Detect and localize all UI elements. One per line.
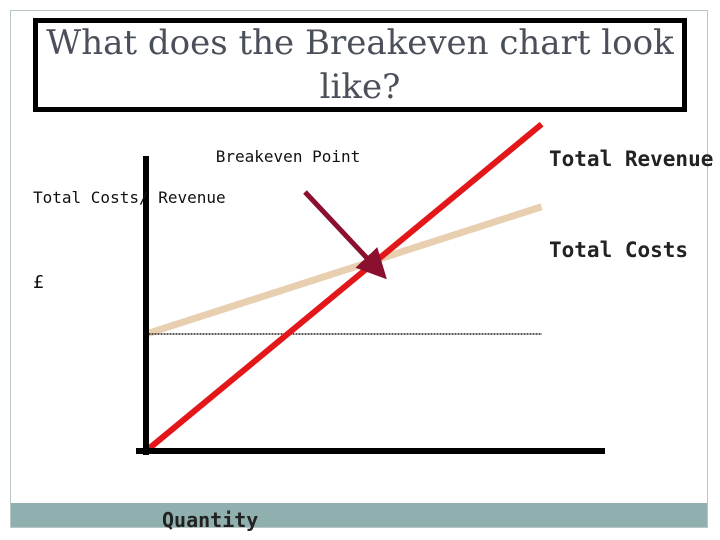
y-axis-label: Total Costs/ Revenue	[33, 188, 226, 207]
y-axis-unit: £	[33, 272, 44, 293]
total-costs-line	[146, 207, 542, 334]
slide-title: What does the Breakeven chart look like?	[46, 23, 674, 107]
total-costs-label: Total Costs	[549, 238, 689, 262]
breakeven-arrow	[305, 192, 377, 268]
breakeven-point-label: Breakeven Point	[215, 147, 361, 166]
total-revenue-line	[146, 124, 542, 451]
x-axis-label: Quantity	[162, 508, 259, 532]
total-revenue-label: Total Revenue	[549, 147, 714, 171]
